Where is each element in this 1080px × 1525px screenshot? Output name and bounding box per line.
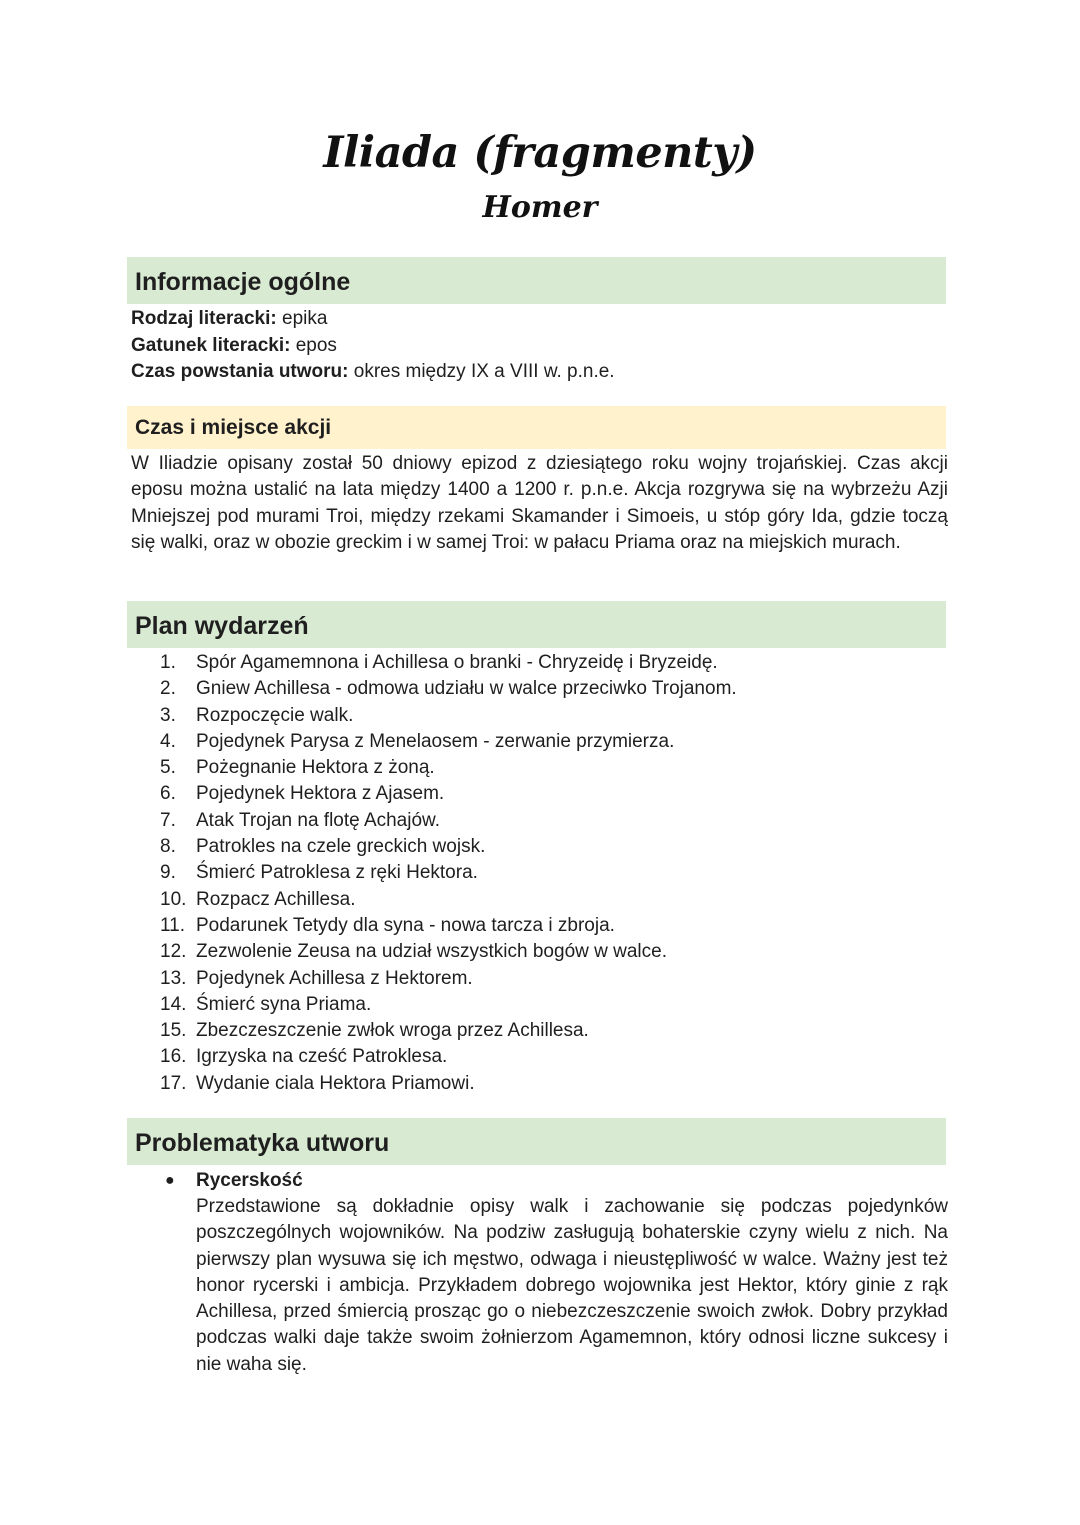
list-item-number: 5. xyxy=(160,757,176,779)
list-item-text: Śmierć syna Priama. xyxy=(196,993,372,1015)
list-item-text: Spór Agamemnona i Achillesa o branki - Chryzeidę i Bryzeidę. xyxy=(196,652,718,673)
section-heading-problems: Problematyka utworu xyxy=(127,1118,946,1165)
bullet-icon: ● xyxy=(165,1172,175,1189)
list-item-number: 12. xyxy=(160,941,187,963)
general-info xyxy=(131,306,615,386)
info-row xyxy=(131,333,615,360)
list-item-text: Pojedynek Achillesa z Hektorem. xyxy=(196,967,473,989)
list-item xyxy=(160,834,737,860)
list-item xyxy=(160,755,737,781)
list-item-number: 13. xyxy=(160,967,187,989)
list-item xyxy=(160,939,737,965)
section-heading-general: Informacje ogólne xyxy=(127,257,946,304)
list-item-text: Gniew Achillesa - odmowa udziału w walce przeciwko Trojanom. xyxy=(196,678,737,700)
list-item-text: Zezwolenie Zeusa na udział wszystkich bogów w walce. xyxy=(196,941,667,963)
list-item-number: 1. xyxy=(160,652,176,673)
setting-paragraph: W Iliadzie opisany został 50 dniowy epizod z dziesiątego roku wojny trojańskiej. Czas akcji eposu można ustalić na lata między 1400 a 1200 r. p.n.e. Akcja rozgrywa się na wybrzeżu Azji Mniejszej pod murami Troi, między rzekami Skamander i Simoeis, u stóp góry Ida, gdzie toczą się walki, oraz w obozie greckim i w samej Troi: w pałacu Priama oraz na miejskich murach. xyxy=(131,453,948,553)
list-item-number: 6. xyxy=(160,783,176,805)
list-item xyxy=(160,913,737,939)
list-item-number: 17. xyxy=(160,1072,187,1094)
list-item-number: 7. xyxy=(160,809,176,831)
list-item xyxy=(160,650,737,676)
info-label: Rodzaj literacki: xyxy=(131,308,277,329)
info-value: epika xyxy=(276,308,328,329)
list-item-text: Zbezczeszczenie zwłok wroga przez Achillesa. xyxy=(196,1020,589,1042)
events-list xyxy=(160,650,737,1097)
list-item-text: Rozpacz Achillesa. xyxy=(196,888,356,910)
info-row xyxy=(131,306,615,333)
list-item xyxy=(160,887,737,913)
topic-heading: Rycerskość xyxy=(196,1170,303,1191)
list-item-number: 4. xyxy=(160,730,176,752)
list-item xyxy=(160,676,737,702)
info-label: Czas powstania utworu: xyxy=(131,361,349,382)
list-item xyxy=(160,1018,737,1044)
list-item-number: 16. xyxy=(160,1046,187,1068)
list-item xyxy=(160,966,737,992)
info-row xyxy=(131,359,615,386)
list-item-text: Wydanie ciala Hektora Priamowi. xyxy=(196,1072,475,1094)
list-item-number: 2. xyxy=(160,678,176,700)
list-item-number: 15. xyxy=(160,1020,187,1042)
list-item-text: Pojedynek Parysa z Menelaosem - zerwanie przymierza. xyxy=(196,730,675,752)
topic-paragraph: Przedstawione są dokładnie opisy walk i zachowanie się podczas pojedynków poszczególnych wojowników. Na podziw zasługują bohaterskie czyny wielu z nich. Na pierwszy plan wysuwa się ich męstwo, odwaga i nieustępliwość w walce. Ważny jest też honor rycerski i ambicja. Przykładem dobrego wojownika jest Hektor, który ginie z rąk Achillesa, przed śmiercią prosząc go o niebezczeszczenie swoich zwłok. Dobry przykład podczas walki daje także swoim żołnierzom Agamemnon, który odnosi liczne sukcesy i nie waha się. xyxy=(196,1196,948,1375)
list-item xyxy=(160,703,737,729)
page-author: Homer xyxy=(482,190,598,225)
list-item-text: Pożegnanie Hektora z żoną. xyxy=(196,757,435,779)
info-value: okres między IX a VIII w. p.n.e. xyxy=(348,361,615,382)
list-item-text: Śmierć Patroklesa z ręki Hektora. xyxy=(196,862,478,884)
list-item xyxy=(160,1044,737,1070)
list-item-text: Igrzyska na cześć Patroklesa. xyxy=(196,1046,448,1068)
list-item xyxy=(160,992,737,1018)
info-value: epos xyxy=(290,334,337,356)
info-label: Gatunek literacki: xyxy=(131,334,291,356)
list-item xyxy=(160,729,737,755)
list-item-text: Patrokles na czele greckich wojsk. xyxy=(196,836,486,858)
list-item-number: 14. xyxy=(160,993,187,1015)
list-item-number: 11. xyxy=(160,914,186,936)
list-item xyxy=(160,860,737,886)
list-item xyxy=(160,808,737,834)
section-heading-plan: Plan wydarzeń xyxy=(127,601,946,648)
list-item-text: Pojedynek Hektora z Ajasem. xyxy=(196,783,445,805)
page-title: Iliada (fragmenty) xyxy=(323,128,757,178)
list-item xyxy=(160,781,737,807)
list-item xyxy=(160,1071,737,1097)
list-item-number: 10. xyxy=(160,888,187,910)
list-item-number: 3. xyxy=(160,704,176,726)
list-item-number: 8. xyxy=(160,836,176,858)
list-item-text: Rozpoczęcie walk. xyxy=(196,704,354,726)
section-heading-setting: Czas i miejsce akcji xyxy=(127,406,946,449)
list-item-text: Podarunek Tetydy dla syna - nowa tarcza i zbroja. xyxy=(196,914,615,936)
list-item-text: Atak Trojan na flotę Achajów. xyxy=(196,809,440,831)
list-item-number: 9. xyxy=(160,862,176,884)
